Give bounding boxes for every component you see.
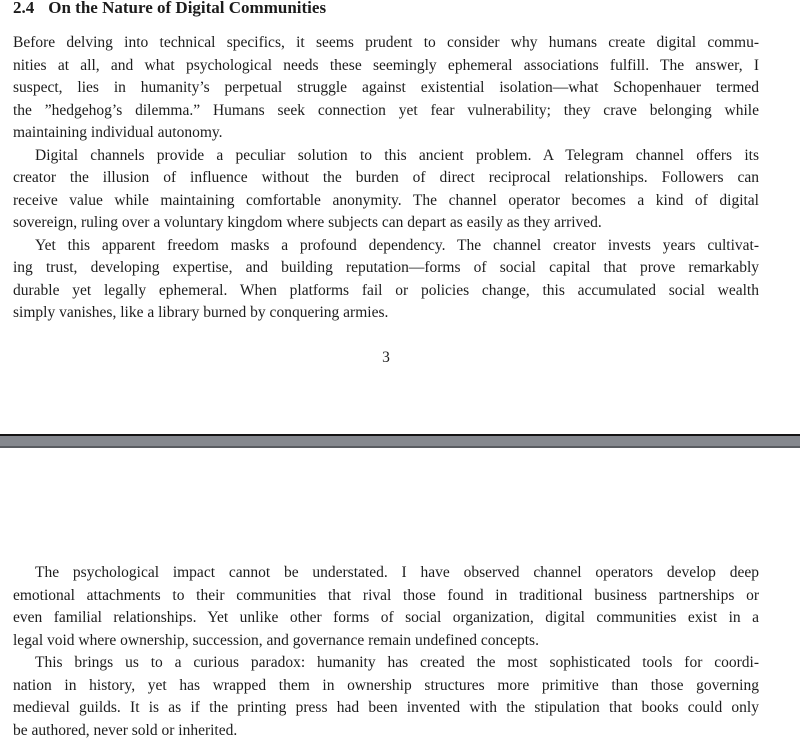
text-line: nities at all, and what psychological needs these seemingly ephemeral associations fulfill. The answer, I	[13, 56, 759, 74]
text-line: nation in history, yet has wrapped them in ownership structures more primitive than those governing	[13, 676, 759, 694]
text-line: the ”hedgehog’s dilemma.” Humans seek connection yet fear vulnerability; they crave belonging while	[13, 101, 759, 119]
text-line: even familial relationships. Yet unlike other forms of social organization, digital communities exist in a	[13, 609, 759, 626]
page-4-content	[13, 562, 759, 740]
section-title: On the Nature of Digital Communities	[48, 0, 327, 17]
text-line: This brings us to a curious paradox: humanity has created the most sophisticated tools for coordi-	[35, 654, 759, 671]
text-line: Digital channels provide a peculiar solution to this ancient problem. A Telegram channel offers its	[35, 146, 759, 164]
text-line: durable yet legally ephemeral. When platforms fail or policies change, this accumulated social wealth	[13, 281, 759, 299]
text-line: simply vanishes, like a library burned by conquering armies.	[13, 304, 389, 321]
text-line: be authored, never sold or inherited.	[13, 721, 238, 739]
page-separator	[0, 434, 800, 448]
page-3-content	[13, 32, 759, 325]
text-line: legal void where ownership, succession, and governance remain undefined concepts.	[13, 631, 539, 649]
section-heading	[13, 0, 759, 18]
text-line: Before delving into technical specifics, it seems prudent to consider why humans create digital commu-	[13, 34, 759, 51]
text-line: receive value while maintaining comfortable anonymity. The channel operator becomes a kind of digital	[13, 191, 759, 209]
text-line: medieval guilds. It is as if the printing press had been invented with the stipulation that books could only	[13, 699, 759, 716]
page-number: 3	[382, 349, 390, 366]
section-number: 2.4	[13, 0, 35, 17]
text-line: suspect, lies in humanity’s perpetual struggle against existential isolation—what Schopenhauer termed	[13, 79, 759, 96]
text-line: ing trust, developing expertise, and building reputation—forms of social capital that prove remarkably	[13, 259, 759, 276]
text-line: emotional attachments to their communities that rival those found in traditional business partnerships or	[13, 586, 759, 604]
text-line: The psychological impact cannot be understated. I have observed channel operators develop deep	[35, 564, 759, 581]
text-line: Yet this apparent freedom masks a profound dependency. The channel creator invests years cultivat-	[35, 236, 759, 254]
text-line: sovereign, ruling over a voluntary kingdom where subjects can depart as easily as they arrived.	[13, 214, 602, 231]
text-line: creator the illusion of influence without the burden of direct reciprocal relationships. Followers can	[13, 169, 759, 186]
text-line: maintaining individual autonomy.	[13, 124, 223, 141]
